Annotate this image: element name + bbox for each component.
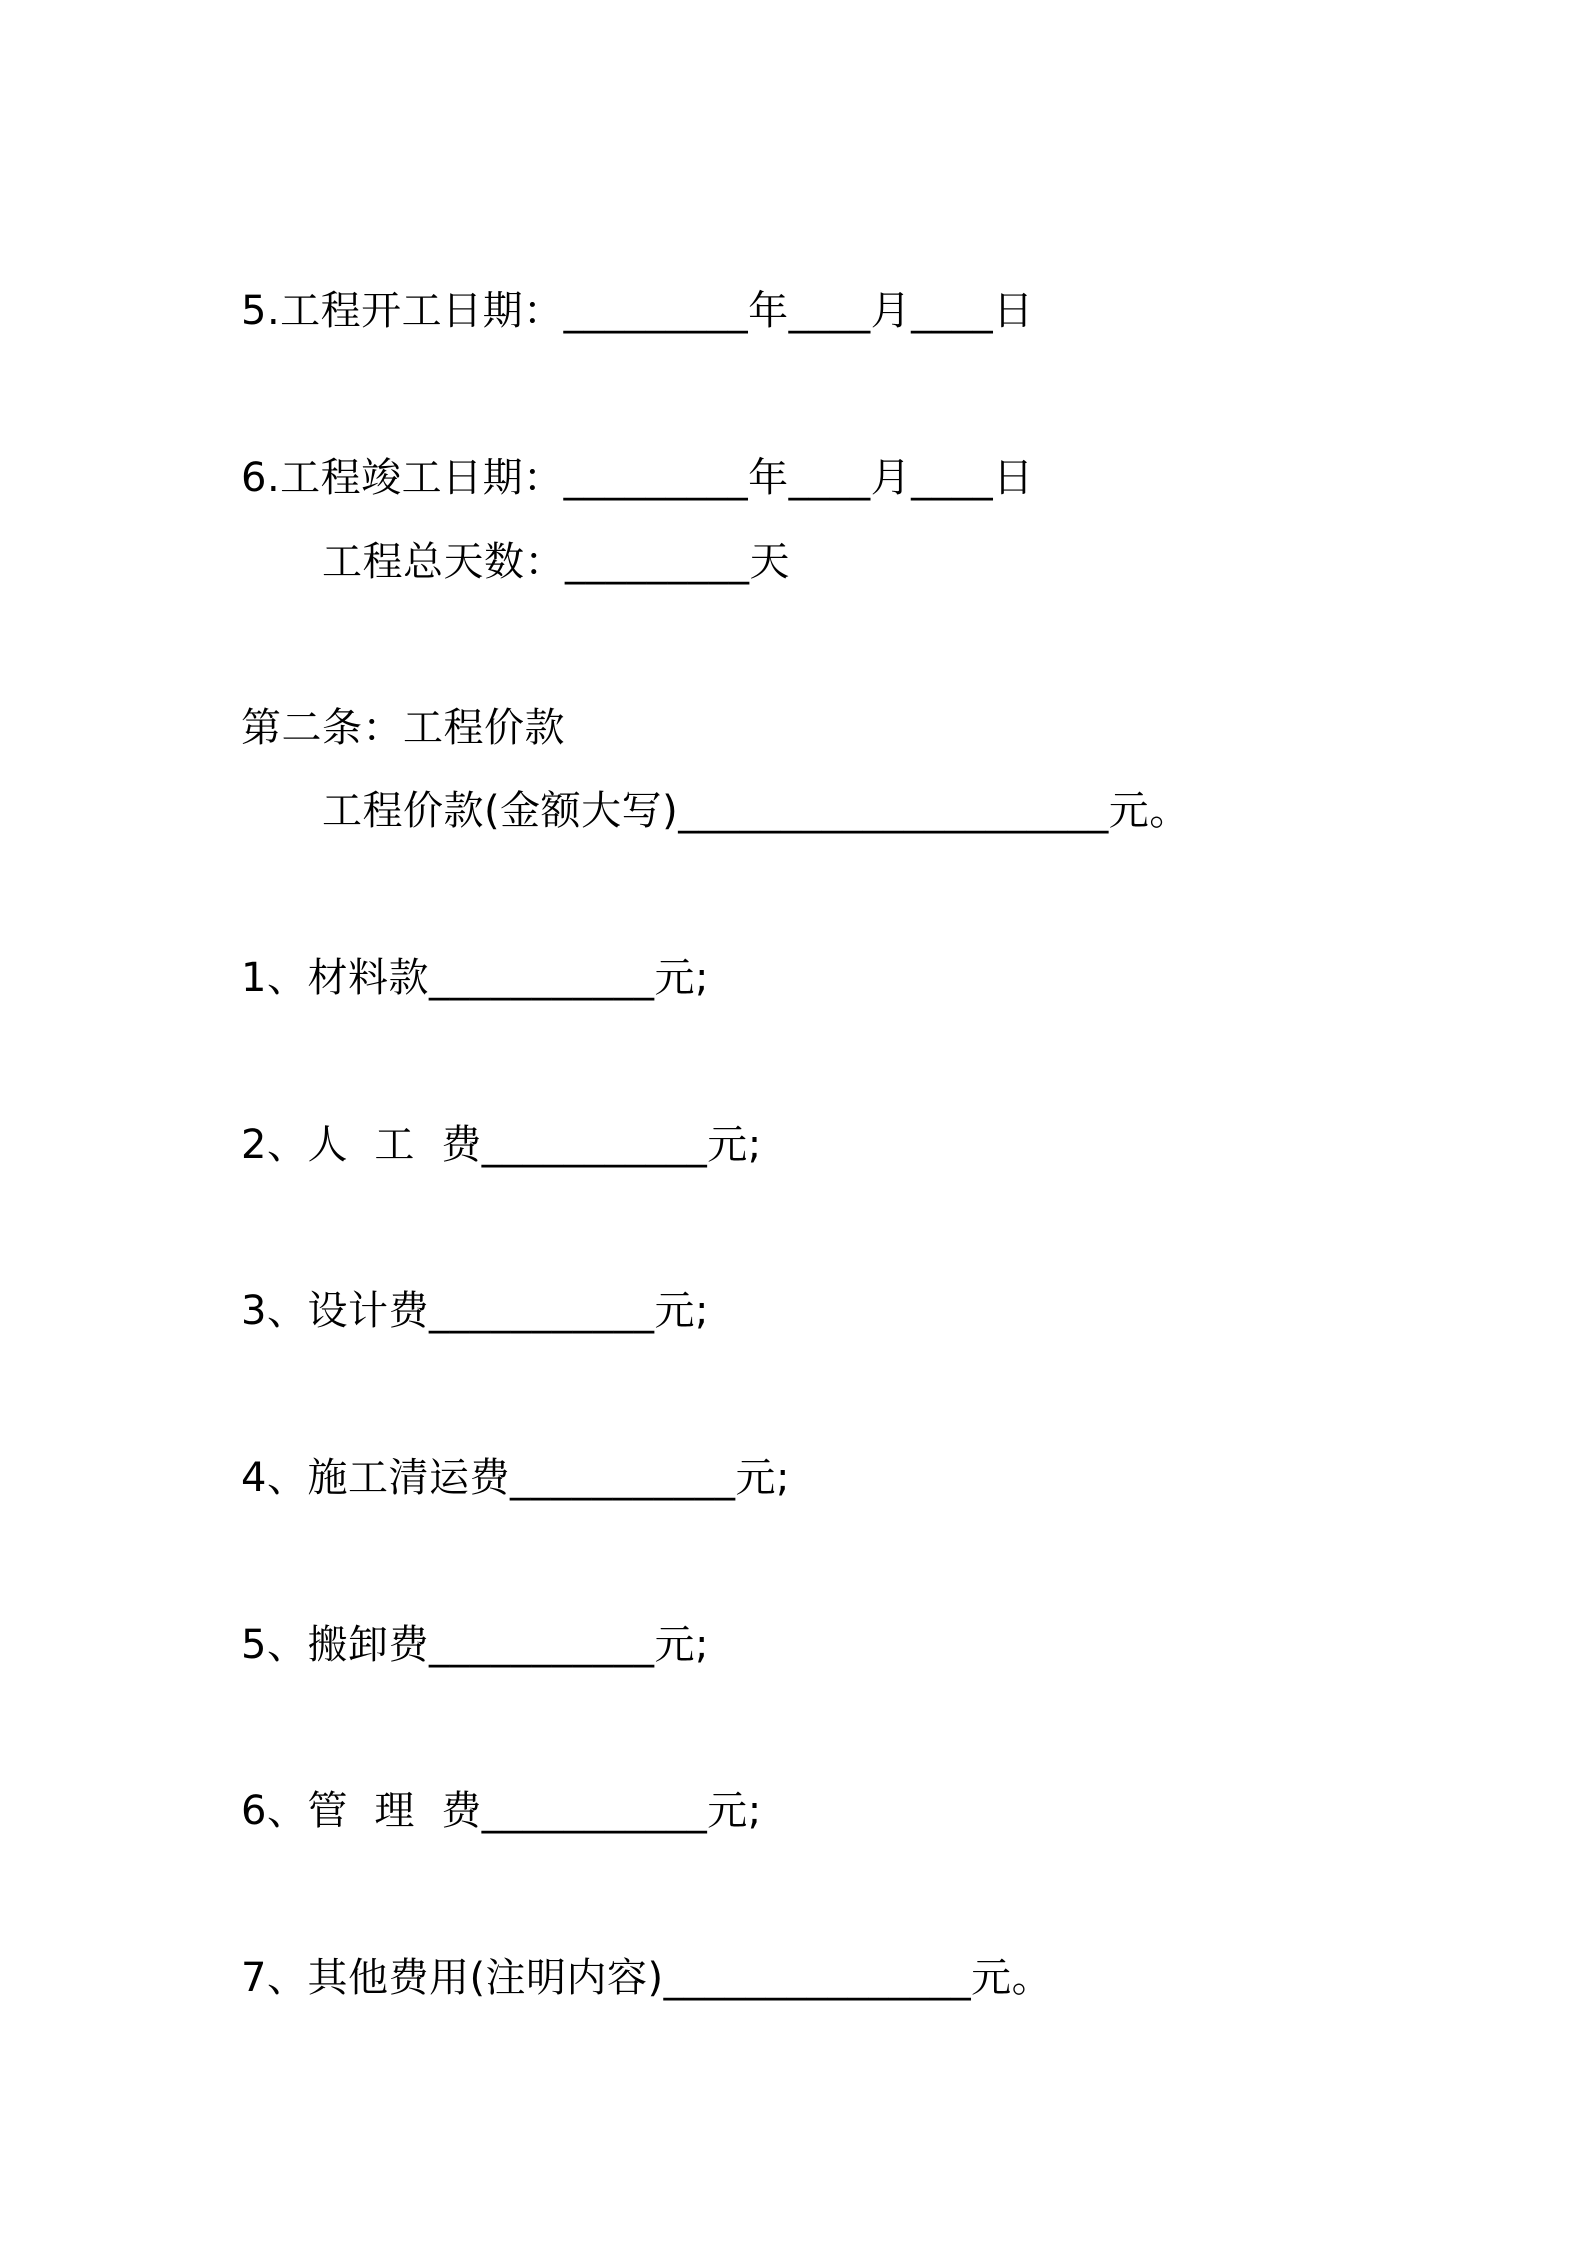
completion-date-line: 6.工程竣工日期：_________年____月____日	[241, 455, 1034, 501]
moving-fee-line: 5、搬卸费___________元;	[241, 1622, 709, 1668]
total-days-line: 工程总天数：_________天	[322, 539, 790, 585]
material-cost-line: 1、材料款___________元;	[241, 955, 709, 1001]
cleanup-fee-line: 4、施工清运费___________元;	[241, 1455, 790, 1501]
article-two-heading: 第二条：工程价款	[241, 705, 565, 751]
labor-cost-line: 2、人 工 费___________元;	[241, 1122, 762, 1168]
other-fees-line: 7、其他费用(注明内容)_______________元。	[241, 1955, 1053, 2001]
design-fee-line: 3、设计费___________元;	[241, 1288, 709, 1334]
start-date-line: 5.工程开工日期：_________年____月____日	[241, 288, 1034, 334]
management-fee-line: 6、管 理 费___________元;	[241, 1788, 762, 1834]
project-price-line: 工程价款(金额大写)_____________________元。	[322, 788, 1190, 834]
